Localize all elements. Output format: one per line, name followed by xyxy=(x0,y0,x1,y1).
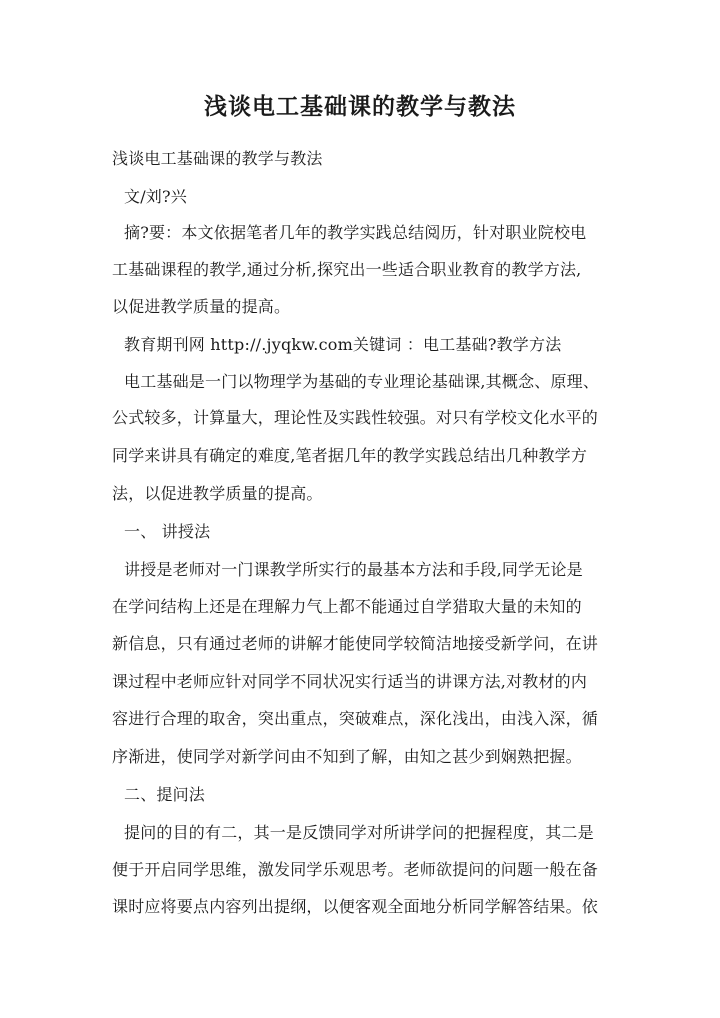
section1-line-6: 序渐进，使同学对新学问由不知到了解，由知之甚少到娴熟把握。 xyxy=(112,747,582,766)
section2-line-2: 便于开启同学思维，激发同学乐观思考。老师欲提问的问题一般在备 xyxy=(112,860,599,879)
subtitle-line: 浅谈电工基础课的教学与教法 xyxy=(112,149,323,168)
author-line: 文/刘?兴 xyxy=(124,187,187,206)
keywords-line: 教育期刊网 http://.jyqkw.com关键词 ：电工基础?教学方法 xyxy=(124,335,562,354)
intro-line-3: 同学来讲具有确定的难度,笔者据几年的教学实践总结出几种教学方 xyxy=(112,446,588,465)
section-heading-1: 一、 讲授法 xyxy=(124,522,211,541)
section2-line-1: 提问的目的有二，其一是反馈同学对所讲学问的把握程度，其二是 xyxy=(124,823,594,842)
abstract-line-1: 摘?要：本文依据笔者几年的教学实践总结阅历，针对职业院校电 xyxy=(124,223,587,242)
section1-line-4: 课过程中老师应针对同学不同状况实行适当的讲课方法,对教材的内 xyxy=(112,672,588,691)
section2-line-3: 课时应将要点内容列出提纲，以便客观全面地分析同学解答结果。依 xyxy=(112,897,599,916)
section-heading-2: 二、提问法 xyxy=(124,785,206,804)
section1-line-5: 容进行合理的取舍，突出重点，突破难点，深化浅出，由浅入深，循 xyxy=(112,709,599,728)
section1-line-3: 新信息，只有通过老师的讲解才能使同学较简洁地接受新学问，在讲 xyxy=(112,634,599,653)
abstract-line-3: 以促进教学质量的提高。 xyxy=(112,297,291,316)
abstract-line-2: 工基础课程的教学,通过分析,探究出一些适合职业教育的教学方法, xyxy=(112,260,582,279)
intro-line-4: 法，以促进教学质量的提高。 xyxy=(112,484,323,503)
section1-line-1: 讲授是老师对一门课教学所实行的最基本方法和手段,同学无论是 xyxy=(124,560,583,579)
section1-line-2: 在学问结构上还是在理解力气上都不能通过自学猎取大量的未知的 xyxy=(112,597,582,616)
document-title: 浅谈电工基础课的教学与教法 xyxy=(204,93,516,120)
intro-line-1: 电工基础是一门以物理学为基础的专业理论基础课,其概念、原理、 xyxy=(124,372,600,391)
intro-line-2: 公式较多，计算量大，理论性及实践性较强。对只有学校文化水平的 xyxy=(112,408,599,427)
